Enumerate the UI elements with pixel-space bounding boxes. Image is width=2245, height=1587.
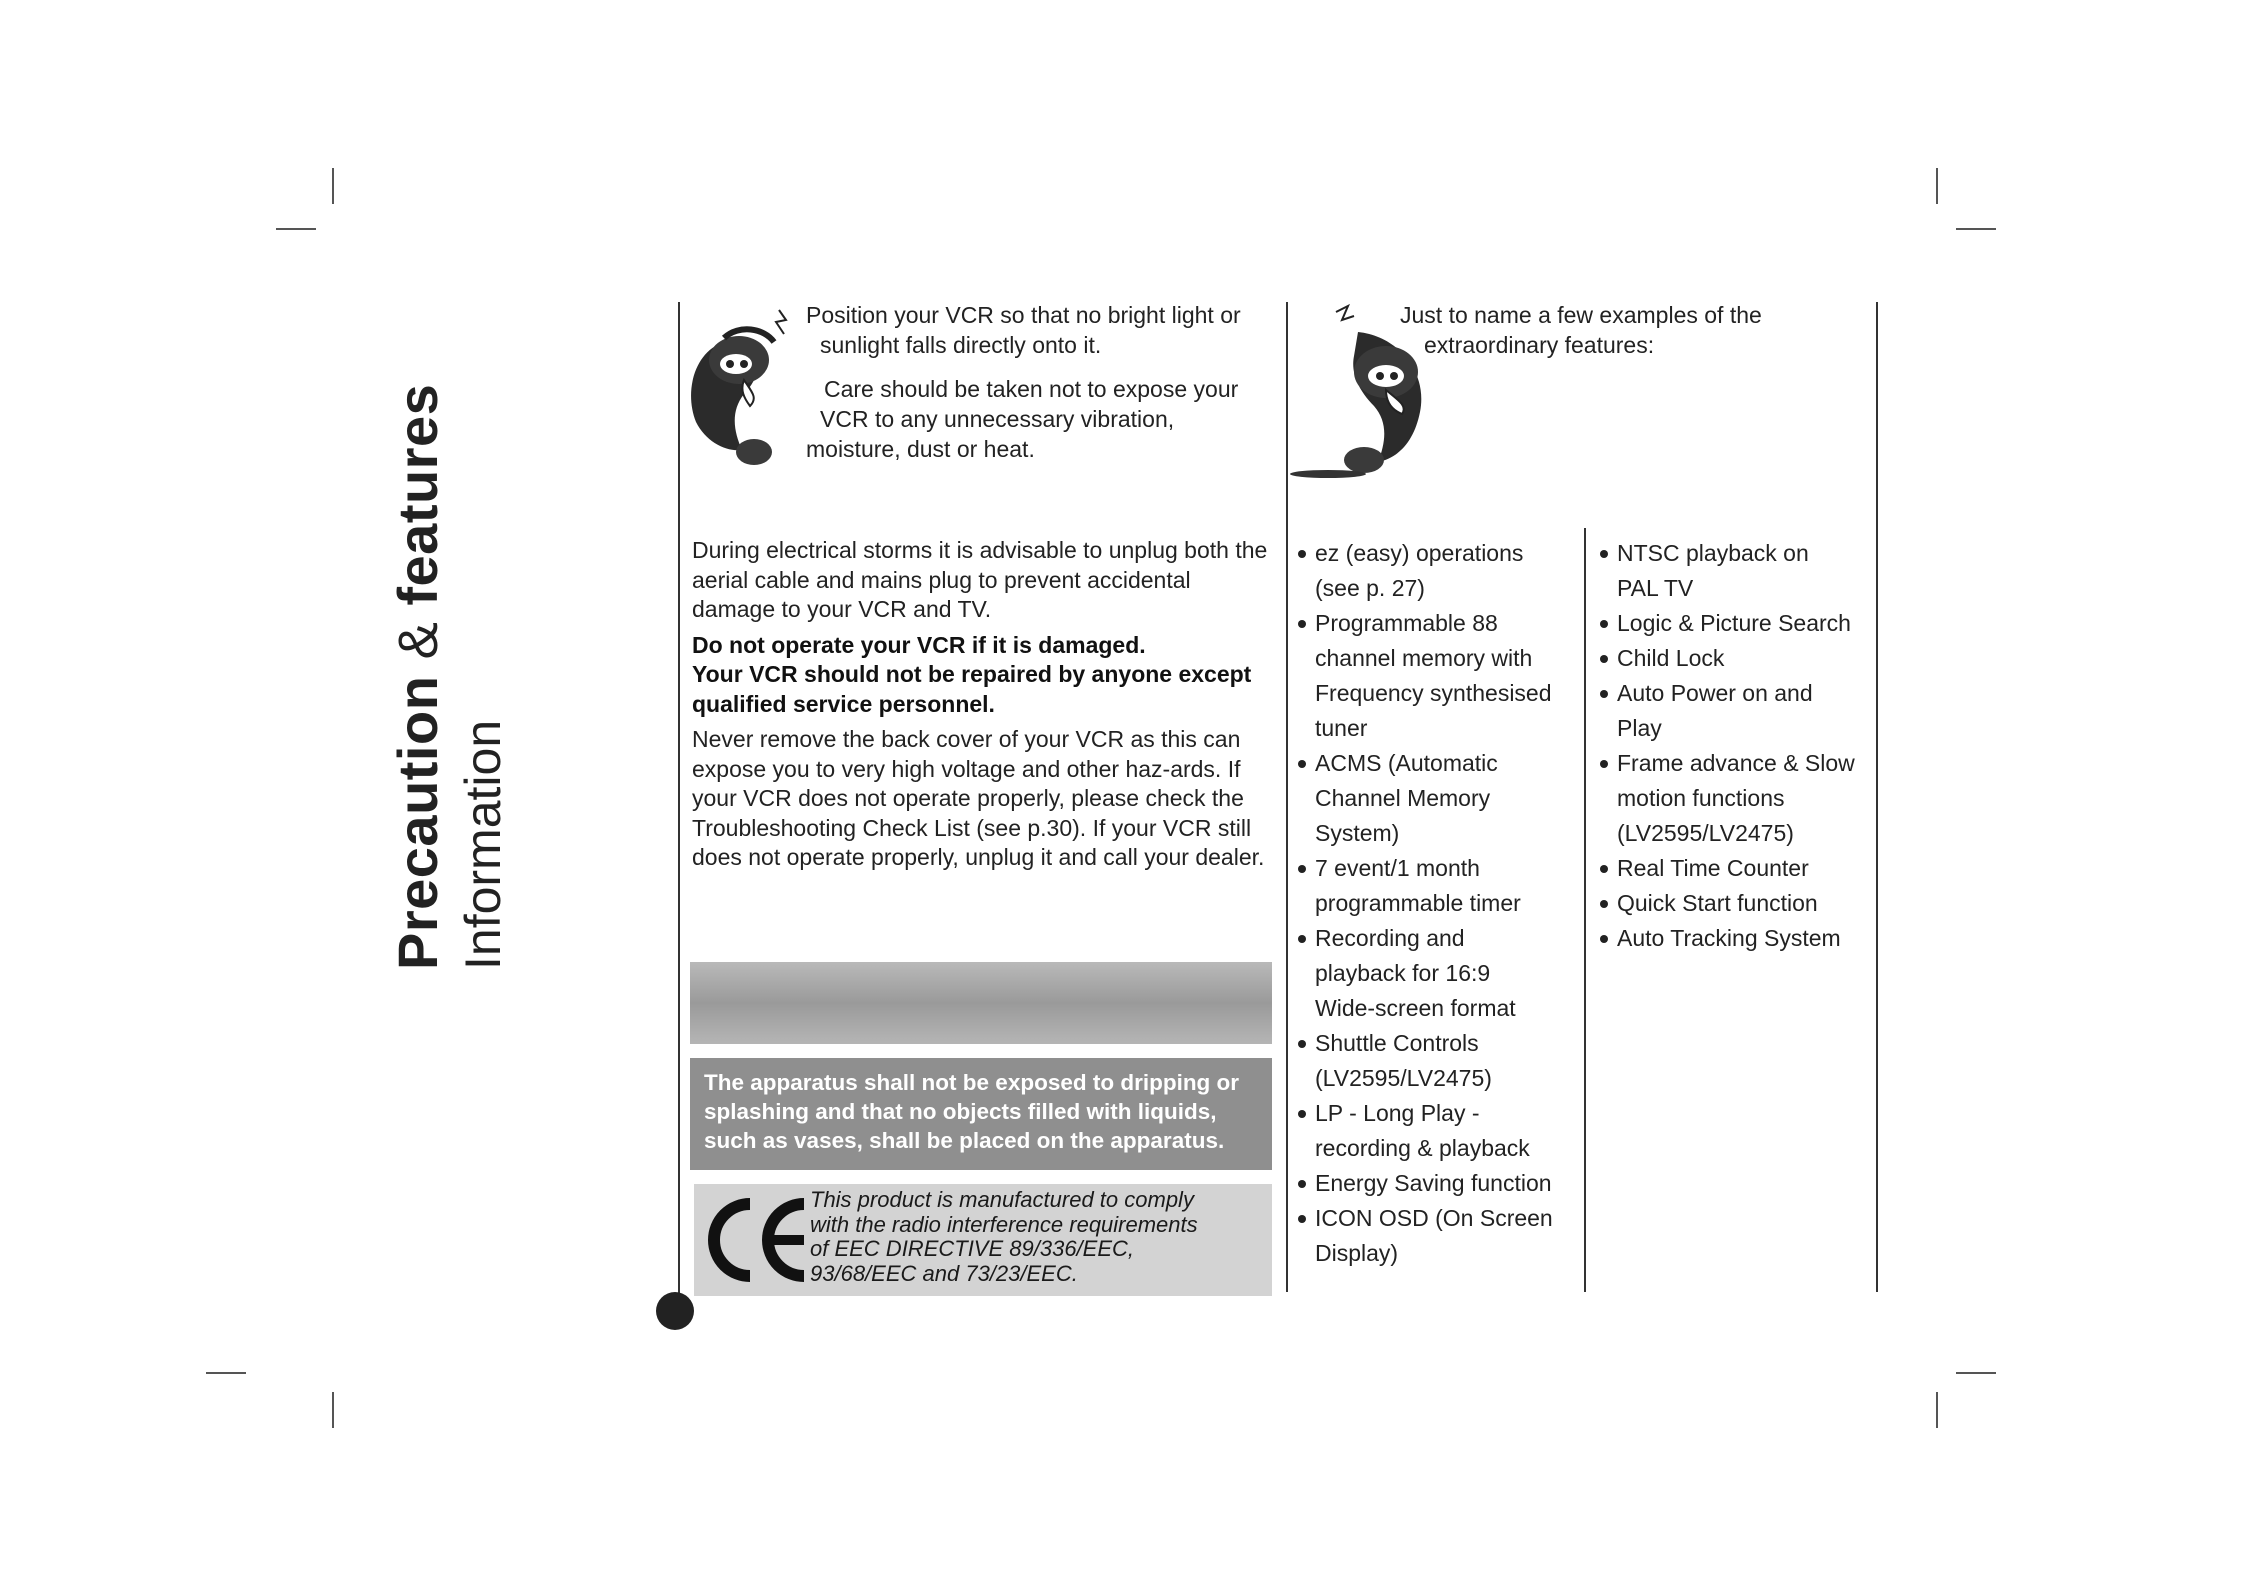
features-intro-line: Just to name a few examples of the <box>1400 302 1762 328</box>
list-item: ez (easy) operations (see p. 27) <box>1296 536 1584 606</box>
ce-line: of EEC DIRECTIVE 89/336/EEC, <box>810 1236 1135 1261</box>
list-item: Programmable 88 channel memory with Frequency synthesised tuner <box>1296 606 1584 746</box>
crop-mark <box>332 1392 334 1428</box>
damage-warning-line: Do not operate your VCR if it is damaged. <box>692 631 1146 658</box>
repair-warning-line: Your VCR should not be repaired by anyone except qualified service personnel. <box>692 661 1252 717</box>
list-item: Logic & Picture Search <box>1598 606 1880 641</box>
crop-mark <box>1956 228 1996 230</box>
ce-line: This product is manufactured to comply <box>810 1187 1194 1212</box>
list-item: Child Lock <box>1598 641 1880 676</box>
features-intro <box>1400 300 1870 360</box>
placement-line: Position your VCR so that no bright light or <box>806 302 1241 328</box>
page-title-main: Precaution & features <box>386 383 449 970</box>
list-item: Energy Saving function <box>1296 1166 1584 1201</box>
column-divider <box>678 302 680 1312</box>
list-item: ICON OSD (On Screen Display) <box>1296 1201 1584 1271</box>
features-list-1 <box>1296 536 1584 1271</box>
vibration-line: VCR to any unnecessary vibration, <box>820 406 1175 432</box>
ce-line: 93/68/EEC and 73/23/EEC. <box>810 1260 1078 1286</box>
list-item: 7 event/1 month programmable timer <box>1296 851 1584 921</box>
list-item: Shuttle Controls (LV2595/LV2475) <box>1296 1026 1584 1096</box>
ce-line: with the radio interference requirements <box>810 1211 1198 1237</box>
crop-mark <box>1936 1392 1938 1428</box>
crop-mark <box>1956 1372 1996 1374</box>
back-cover-paragraph: Never remove the back cover of your VCR as this can expose you to very high voltage and other haz-ards. If your VCR does not operate properly, please check the Troubleshooting Check List (see p.30). If your VCR still does not operate properly, unplug it and call your dealer. <box>692 726 1265 870</box>
features-list-2 <box>1598 536 1880 956</box>
crop-mark <box>276 228 316 230</box>
placement-line: sunlight falls directly onto it. <box>820 332 1102 358</box>
column-divider <box>1584 528 1586 1292</box>
page-subtitle: Information <box>455 719 511 970</box>
page-title <box>386 383 511 970</box>
vibration-line: Care should be taken not to expose your <box>824 376 1239 402</box>
list-item: Recording and playback for 16:9 Wide-screen format <box>1296 921 1584 1026</box>
list-item: ACMS (Automatic Channel Memory System) <box>1296 746 1584 851</box>
list-item: NTSC playback on PAL TV <box>1598 536 1880 606</box>
crop-mark <box>332 168 334 204</box>
crop-mark <box>206 1372 246 1374</box>
vcr-mascot-icon <box>684 302 804 472</box>
storm-paragraph: During electrical storms it is advisable to unplug both the aerial cable and mains plug to prevent accidental damage to your VCR and TV. <box>692 537 1268 622</box>
list-item: Quick Start function <box>1598 886 1880 921</box>
ce-compliance-box <box>694 1184 1272 1296</box>
list-item: Frame advance & Slow motion functions (LV2595/LV2475) <box>1598 746 1880 851</box>
list-item: Auto Tracking System <box>1598 921 1880 956</box>
list-item: Real Time Counter <box>1598 851 1880 886</box>
ce-compliance-text <box>810 1188 1270 1286</box>
list-item: LP - Long Play - recording & playback <box>1296 1096 1584 1166</box>
page-dot <box>656 1292 694 1330</box>
ce-mark-icon <box>700 1190 810 1290</box>
damage-warning <box>692 631 1272 720</box>
dripping-warning-box: The apparatus shall not be exposed to dripping or splashing and that no objects filled with liquids, such as vases, shall be placed on the apparatus. <box>690 1058 1272 1170</box>
vibration-line: moisture, dust or heat. <box>806 436 1035 462</box>
placement-note <box>806 300 1276 464</box>
crop-mark <box>1936 168 1938 204</box>
safety-text <box>692 536 1272 879</box>
features-intro-line: extraordinary features: <box>1424 332 1655 358</box>
list-item: Auto Power on and Play <box>1598 676 1880 746</box>
gray-banner <box>690 962 1272 1044</box>
